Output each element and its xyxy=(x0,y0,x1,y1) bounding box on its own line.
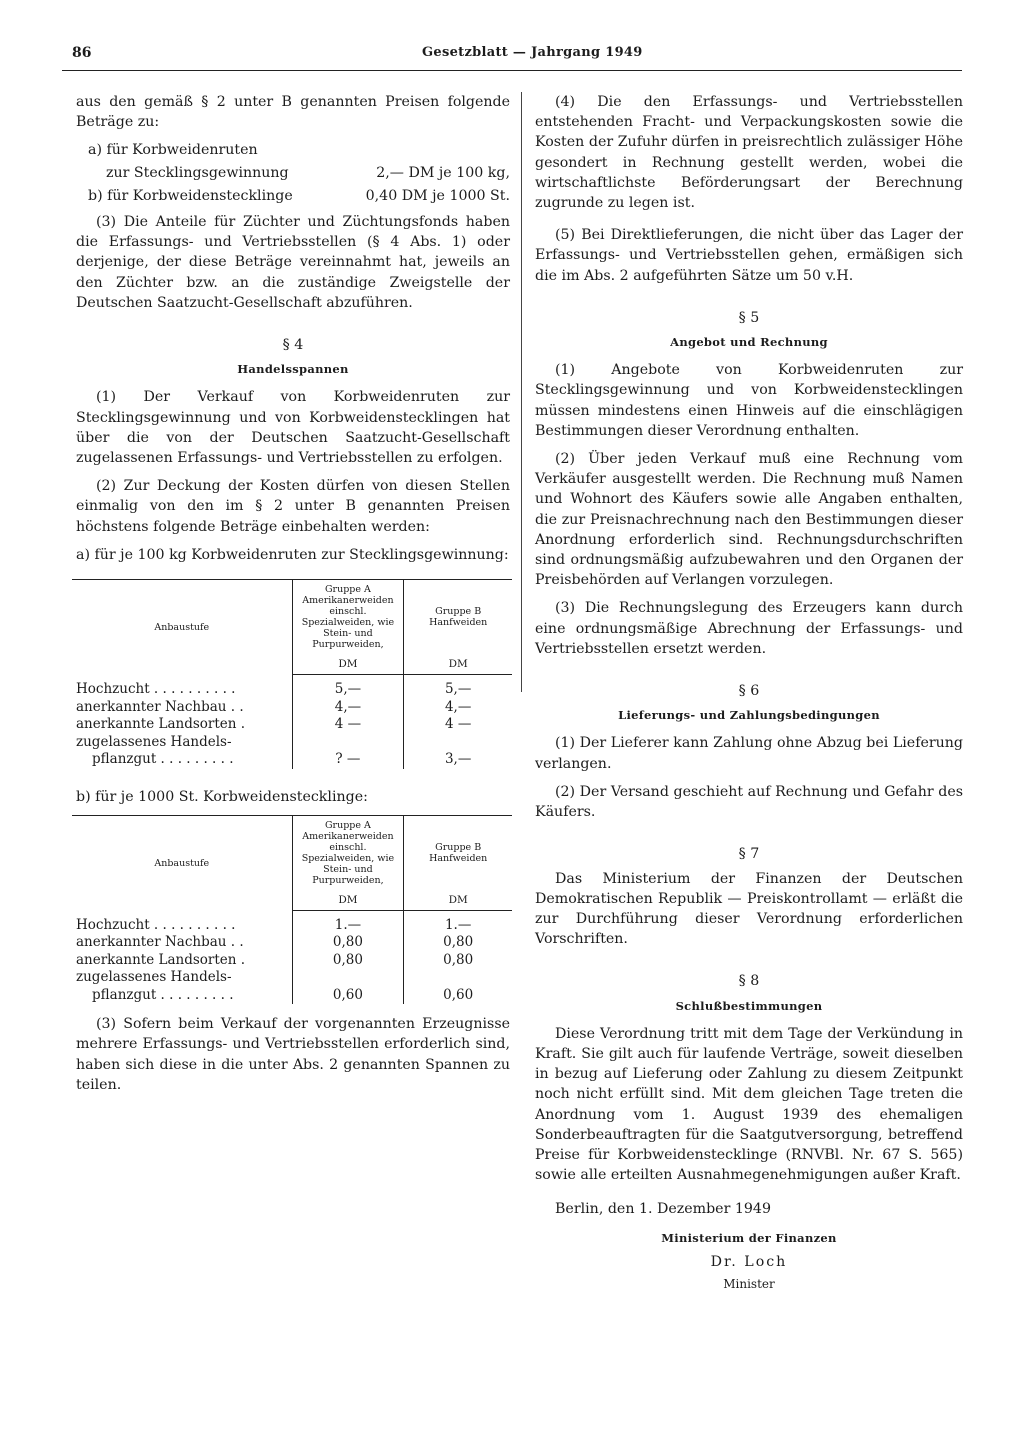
table-b-header-anbaustufe: Anbaustufe xyxy=(72,815,292,910)
row-value-a xyxy=(292,969,404,987)
table-a-header-anbaustufe: Anbaustufe xyxy=(72,580,292,675)
journal-title: Gesetzblatt — Jahrgang 1949 xyxy=(422,45,643,60)
row-value-a: 0,80 xyxy=(292,934,404,952)
row-value-a: 4,— xyxy=(292,699,404,717)
section-8-title: Schlußbestimmungen xyxy=(675,998,823,1013)
paragraph-3: (3) Die Anteile für Züchter und Züchtungsfonds haben die Erfassungs- und Vertriebsstellen (§ 4 Abs. 1) oder derjenige, der diese Beträge vereinnahmt hat, jeweils an den Züchter bzw. an die zuständige Zweigstelle der Deutschen Saatzucht-Gesellschaft abzuführen. xyxy=(76,214,510,311)
row-label: pflanzgut . . . . . . . . . xyxy=(92,751,234,768)
item-a-value: 2,— DM je 100 kg, xyxy=(376,164,510,181)
section-4-title: Handelsspannen xyxy=(237,362,349,377)
table-row xyxy=(72,751,512,769)
column-divider xyxy=(521,92,522,692)
row-value-b: 4,— xyxy=(444,698,472,715)
row-value-b: 0,60 xyxy=(443,986,474,1003)
table-row xyxy=(72,910,512,934)
table-a-header-group-a: Gruppe A Amerikanerweiden einschl. Spezialweiden, wie Stein- und Purpurweiden, xyxy=(292,580,404,655)
row-value-a: 5,— xyxy=(292,675,404,699)
table-row xyxy=(72,987,512,1005)
section-4-item-a: a) für je 100 kg Korbweidenruten zur Stecklingsgewinnung: xyxy=(76,546,509,563)
section-8-para-1: Diese Verordnung tritt mit dem Tage der Verkündung in Kraft. Sie gilt auch für laufende Verträge, soweit dieselben in bezug auf Lieferung oder Zahlung zu diesem Zeitpunkt noch nicht erfüllt sind. Mit dem gleichen Tage treten die Anordnung vom 1. August 1939 des ehemaligen Sonderbeauftragten für die Saatgutversorgung, betreffend Preise für Korbweidenstecklinge (RNVBl. Nr. 67 S. 565) sowie alle erteilten Ausnahmegenehmigungen außer Kraft. xyxy=(535,1025,963,1184)
row-value-a: 0,60 xyxy=(292,987,404,1005)
section-4-para-2: (2) Zur Deckung der Kosten dürfen von diesen Stellen einmalig von den im § 2 unter B genannten Preisen höchstens folgende Beträge einbehalten werden: xyxy=(76,478,510,535)
row-label: anerkannte Landsorten . xyxy=(76,951,246,968)
section-4-number: § 4 xyxy=(282,337,304,354)
section-5-para-1: (1) Angebote von Korbweidenruten zur Stecklingsgewinnung und von Korbweidenstecklingen müssen mindestens einen Hinweis auf die einschlägigen Bestimmungen dieser Verordnung enthalten. xyxy=(535,362,963,439)
table-row xyxy=(72,952,512,970)
row-value-b xyxy=(404,969,512,987)
table-row xyxy=(72,734,512,752)
section-4-para-1: (1) Der Verkauf von Korbweidenruten zur Stecklingsgewinnung und von Korbweidenstecklingen hat über die von der Deutschen Saatzucht-Gesellschaft zugelassenen Erfassungs- und Vertriebsstellen zu erfolgen. xyxy=(76,389,510,467)
row-value-a: 1.— xyxy=(292,910,404,934)
row-value-b xyxy=(404,734,512,752)
section-4-para-4: (4) Die den Erfassungs- und Vertriebsstellen entstehenden Fracht- und Verpackungskosten sowie die Kosten der Zufuhr dürfen in preisrechtlich zulässiger Höhe gesondert in Rechnung gestellt werden, wobei die wirtschaftlichste Beförderungsart der Berechnung zugrunde zu legen ist. xyxy=(535,94,963,212)
row-value-a: 0,80 xyxy=(292,952,404,970)
section-8-number: § 8 xyxy=(738,973,760,990)
section-6-title: Lieferungs- und Zahlungsbedingungen xyxy=(618,708,880,723)
table-row xyxy=(72,699,512,717)
intro-paragraph: aus den gemäß § 2 unter B genannten Preisen folgende Beträge zu: xyxy=(76,94,510,131)
section-7-number: § 7 xyxy=(738,846,760,863)
right-column xyxy=(535,92,963,1294)
table-b-unit-b: DM xyxy=(404,890,512,911)
table-b-unit-a: DM xyxy=(292,890,404,911)
row-value-b: 1.— xyxy=(444,916,472,933)
left-column xyxy=(76,92,510,1103)
table-row xyxy=(72,675,512,699)
row-value-b: 0,80 xyxy=(443,951,474,968)
row-value-b: 5,— xyxy=(444,681,472,698)
section-4-para-3: (3) Sofern beim Verkauf der vorgenannten Erzeugnisse mehrere Erfassungs- und Vertriebsstellen erforderlich sind, haben sich diese in die unter Abs. 2 genannten Spannen zu teilen. xyxy=(76,1016,510,1093)
price-table-a xyxy=(72,579,512,769)
table-a-unit-a: DM xyxy=(292,654,404,675)
row-value-a: ? — xyxy=(292,751,404,769)
section-5-title: Angebot und Rechnung xyxy=(670,335,828,350)
table-b-header-group-a: Gruppe A Amerikanerweiden einschl. Spezialweiden, wie Stein- und Purpurweiden, xyxy=(292,815,404,890)
row-label: zugelassenes Handels- xyxy=(76,733,232,750)
signature-date: Berlin, den 1. Dezember 1949 xyxy=(555,1201,771,1218)
item-a-line xyxy=(76,163,510,183)
row-value-b: 4 — xyxy=(444,716,472,733)
page-header xyxy=(62,40,962,71)
row-value-b: 0,80 xyxy=(443,934,474,951)
section-5-para-2: (2) Über jeden Verkauf muß eine Rechnung vom Verkäufer ausgestellt werden. Die Rechnung muß Namen und Wohnort des Käufers sowie alle Angaben enthalten, die zur Preisnachrechnung nach den Bestimmungen dieser Anordnung erforderlich sind. Rechnungsdurchschriften sind ordnungsmäßig aufzubewahren und den Organen der Preisbehörden auf Verlangen vorzulegen. xyxy=(535,451,963,589)
table-a-header-group-b: Gruppe B Hanfweiden xyxy=(404,580,512,655)
section-4-item-b: b) für je 1000 St. Korbweidenstecklinge: xyxy=(76,788,368,805)
section-6-para-1: (1) Der Lieferer kann Zahlung ohne Abzug bei Lieferung verlangen. xyxy=(535,735,963,772)
section-6-number: § 6 xyxy=(738,683,760,700)
item-b-label: b) für Korbweidenstecklinge xyxy=(88,187,293,204)
row-label: Hochzucht . . . . . . . . . . xyxy=(76,916,236,933)
item-b-value: 0,40 DM je 1000 St. xyxy=(365,187,510,204)
section-6-para-2: (2) Der Versand geschieht auf Rechnung und Gefahr des Käufers. xyxy=(535,783,963,821)
row-value-a: 4 — xyxy=(292,716,404,734)
section-5-number: § 5 xyxy=(738,309,760,326)
signature-role: Minister xyxy=(723,1276,775,1291)
price-table-b xyxy=(72,815,512,1005)
item-b-line xyxy=(76,186,510,206)
section-7-para-1: Das Ministerium der Finanzen der Deutschen Demokratischen Republik — Preiskontrollamt — erläßt die zur Durchführung dieser Verordnung erforderlichen Vorschriften. xyxy=(535,870,963,948)
row-value-a xyxy=(292,734,404,752)
item-a-label: zur Stecklingsgewinnung xyxy=(106,164,289,181)
section-4-para-5: (5) Bei Direktlieferungen, die nicht über das Lager der Erfassungs- und Vertriebsstellen gehen, ermäßigen sich die im Abs. 2 aufgeführten Sätze um 50 v.H. xyxy=(535,227,963,284)
row-label: zugelassenes Handels- xyxy=(76,969,232,986)
item-a-heading: a) für Korbweidenruten xyxy=(88,142,258,159)
row-label: Hochzucht . . . . . . . . . . xyxy=(76,680,236,697)
table-row xyxy=(72,934,512,952)
row-label: pflanzgut . . . . . . . . . xyxy=(92,986,234,1003)
table-row xyxy=(72,716,512,734)
row-label: anerkannter Nachbau . . xyxy=(76,934,244,951)
row-value-b: 3,— xyxy=(444,751,472,768)
section-5-para-3: (3) Die Rechnungslegung des Erzeugers kann durch eine ordnungsmäßige Abrechnung der Erfassungs- und Vertriebsstellen ersetzt werden. xyxy=(535,600,963,657)
table-a-unit-b: DM xyxy=(404,654,512,675)
signature-ministry: Ministerium der Finanzen xyxy=(661,1230,837,1245)
table-row xyxy=(72,969,512,987)
row-label: anerkannter Nachbau . . xyxy=(76,698,244,715)
table-b-header-group-b: Gruppe B Hanfweiden xyxy=(404,815,512,890)
signature-name: Dr. Loch xyxy=(710,1253,788,1270)
row-label: anerkannte Landsorten . xyxy=(76,716,246,733)
page-number: 86 xyxy=(72,45,92,61)
